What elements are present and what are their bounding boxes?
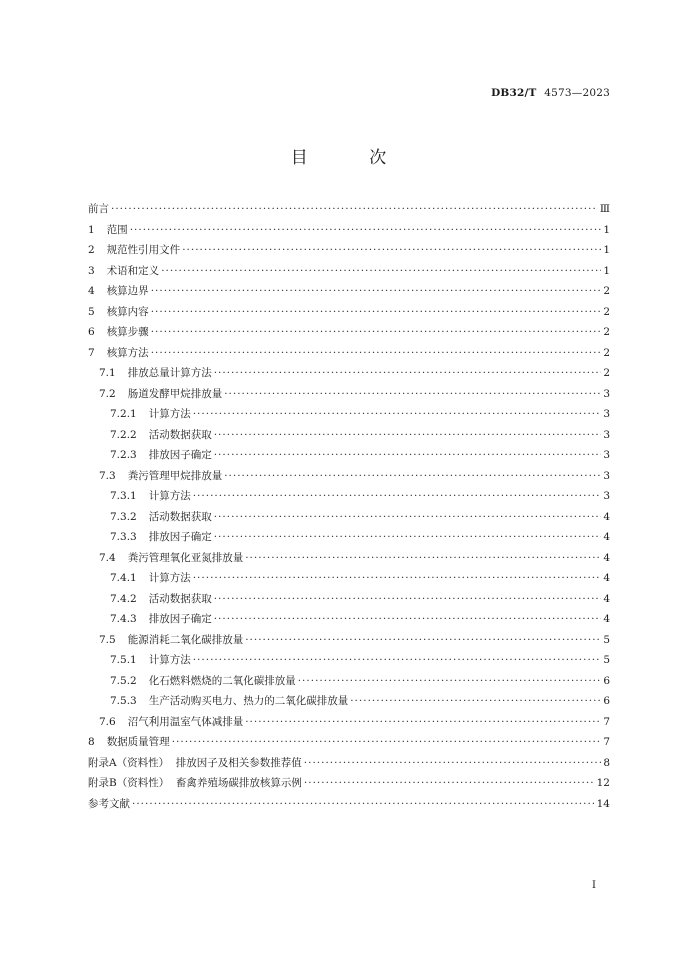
toc-entry[interactable]: [88, 507, 610, 528]
toc-entry-label: 肠道发酵甲烷排放量: [127, 387, 223, 400]
toc-entry[interactable]: [88, 466, 610, 487]
toc-entry-number: 附录B: [88, 777, 117, 789]
toc-entry-page: 3: [603, 490, 610, 502]
toc-entry[interactable]: [88, 322, 610, 343]
toc-entry-label: 数据质量管理: [106, 736, 170, 748]
toc-leader-dots: [245, 548, 601, 569]
toc-entry-label: 粪污管理氧化亚氮排放量: [127, 551, 244, 564]
toc-entry-number: 7.2.2: [110, 428, 137, 441]
toc-entry[interactable]: [88, 363, 610, 384]
toc-entry-number: 7.5: [99, 633, 116, 646]
toc-entry-label: 计算方法: [148, 408, 191, 420]
toc-entry-page: 14: [596, 797, 610, 810]
toc-entry-label: 范围: [106, 223, 128, 236]
toc-entry[interactable]: [88, 753, 610, 774]
toc-leader-dots: [214, 589, 602, 610]
toc-entry-page: Ⅲ: [599, 203, 610, 215]
toc-entry-label: 核算内容: [106, 305, 149, 318]
toc-entry-page: 6: [603, 695, 610, 707]
toc-entry[interactable]: [88, 240, 610, 261]
toc-leader-dots: [172, 732, 602, 753]
toc-entry[interactable]: [88, 609, 610, 630]
toc-entry[interactable]: [88, 199, 610, 220]
standard-number: 4573—2023: [544, 87, 610, 99]
toc-entry-page: 6: [603, 674, 610, 687]
toc-entry-number: 7.4: [99, 551, 116, 564]
toc-entry-label: 粪污管理甲烷排放量: [127, 469, 223, 482]
toc-entry-number: 7.6: [99, 715, 116, 728]
toc-entry-number: 7.4.3: [110, 613, 137, 625]
toc-entry-number: 7: [88, 346, 95, 359]
toc-entry[interactable]: [88, 527, 610, 548]
toc-entry-label: 排放总量计算方法: [127, 367, 212, 379]
toc-entry-number: 7.3: [99, 469, 116, 482]
toc-entry-page: 1: [603, 244, 610, 256]
toc-entry-page: 4: [603, 551, 610, 564]
toc-leader-dots: [132, 794, 595, 815]
toc-leader-dots: [245, 630, 601, 651]
toc-entry-label: 计算方法: [148, 572, 191, 584]
toc-entry-label: 沼气利用温室气体减排量: [127, 715, 244, 728]
toc-leader-dots: [161, 261, 601, 282]
toc-leader-dots: [130, 220, 602, 241]
toc-leader-dots: [304, 773, 595, 794]
toc-entry[interactable]: [88, 445, 610, 466]
toc-leader-dots: [151, 322, 602, 343]
toc-leader-dots: [193, 650, 602, 671]
toc-entry[interactable]: [88, 589, 610, 610]
toc-entry[interactable]: [88, 630, 610, 651]
toc-entry-page: 3: [603, 449, 610, 461]
toc-entry-page: 4: [603, 592, 610, 605]
toc-entry-page: 2: [603, 346, 610, 359]
toc-entry-label: 生产活动购买电力、热力的二氧化碳排放量: [148, 695, 349, 707]
toc-entry-label: 规范性引用文件: [106, 244, 181, 256]
toc-entry-number: 7.3.1: [110, 490, 137, 502]
toc-entry[interactable]: [88, 794, 610, 815]
toc-leader-dots: [151, 343, 602, 364]
toc-leader-dots: [214, 445, 602, 466]
toc-leader-dots: [224, 384, 601, 405]
toc-entry[interactable]: [88, 384, 610, 405]
toc-entry[interactable]: [88, 691, 610, 712]
toc-entry-number: 5: [88, 305, 95, 318]
toc-entry-number: 7.2: [99, 387, 116, 400]
toc-entry-number: 8: [88, 736, 95, 748]
toc-entry-number: 7.4.2: [110, 592, 137, 605]
toc-entry-number: 7.4.1: [110, 572, 137, 584]
toc-entry[interactable]: [88, 650, 610, 671]
toc-leader-dots: [214, 425, 602, 446]
toc-entry-page: 7: [603, 736, 610, 748]
toc-entry-page: 3: [603, 387, 610, 400]
toc-entry[interactable]: [88, 773, 610, 794]
toc-entry-page: 4: [603, 510, 610, 523]
toc-entry[interactable]: [88, 302, 610, 323]
toc-entry-number: 1: [88, 223, 95, 236]
toc-entry-label: 核算步骤: [106, 326, 149, 338]
toc-entry[interactable]: [88, 568, 610, 589]
toc-entry-label: 计算方法: [148, 490, 191, 502]
toc-entry[interactable]: [88, 486, 610, 507]
toc-entry-label: 排放因子确定: [148, 531, 212, 543]
toc-leader-dots: [224, 466, 601, 487]
toc-entry-page: 2: [603, 367, 610, 379]
toc-entry[interactable]: [88, 404, 610, 425]
toc-entry[interactable]: [88, 732, 610, 753]
toc-leader-dots: [245, 712, 601, 733]
standard-prefix: DB32/T: [491, 87, 537, 99]
toc-entry-page: 3: [603, 408, 610, 420]
toc-entry-label: 参考文献: [88, 797, 130, 810]
toc-entry-label: 活动数据获取: [148, 592, 212, 605]
toc-entry-number: 7.3.3: [110, 531, 137, 543]
toc-leader-dots: [214, 507, 602, 528]
toc-entry[interactable]: [88, 261, 610, 282]
toc-entry[interactable]: [88, 281, 610, 302]
toc-entry-number: 7.1: [99, 367, 116, 379]
toc-leader-dots: [214, 609, 602, 630]
toc-entry-label: 核算方法: [106, 346, 149, 359]
toc-entry[interactable]: [88, 425, 610, 446]
toc-leader-dots: [304, 753, 602, 774]
toc-entry-number: 4: [88, 285, 95, 297]
toc-leader-dots: [193, 568, 602, 589]
toc-leader-dots: [350, 691, 601, 712]
toc-leader-dots: [298, 671, 602, 692]
toc-leader-dots: [193, 486, 602, 507]
toc-entry-number: 3: [88, 264, 95, 277]
toc-entry[interactable]: [88, 343, 610, 364]
toc-entry-number: 7.2.3: [110, 449, 137, 461]
toc-entry-page: 4: [603, 572, 610, 584]
toc-entry-page: 7: [603, 715, 610, 728]
toc-entry-page: 1: [603, 264, 610, 277]
toc-entry-page: 2: [603, 285, 610, 297]
toc-entry-number: 6: [88, 326, 95, 338]
toc-entry-page: 5: [603, 633, 610, 646]
toc-entry-label: 排放因子确定: [148, 449, 212, 461]
toc-entry-label: 前言: [88, 203, 109, 215]
toc-entry-label: 活动数据获取: [148, 428, 212, 441]
toc-entry-page: 4: [603, 613, 610, 625]
toc-entry-number: 7.2.1: [110, 408, 137, 420]
toc-entry-label: 计算方法: [148, 654, 191, 666]
toc-leader-dots: [214, 363, 602, 384]
toc-entry-label: 能源消耗二氧化碳排放量: [127, 633, 244, 646]
toc-entry-page: 2: [603, 305, 610, 318]
toc-entry-number: 附录A: [88, 756, 117, 769]
page-title: 目 次: [290, 148, 415, 168]
toc-entry-number: 7.5.2: [110, 674, 137, 687]
toc-leader-dots: [193, 404, 602, 425]
toc-entry-number: 2: [88, 244, 95, 256]
toc-entry-number: 7.5.1: [110, 654, 137, 666]
toc-entry-page: 2: [603, 326, 610, 338]
toc-entry-number: 7.5.3: [110, 695, 137, 707]
toc-entry-page: 1: [603, 223, 610, 236]
standard-code: [491, 87, 610, 99]
toc-entry[interactable]: [88, 548, 610, 569]
toc-entry[interactable]: [88, 220, 610, 241]
toc-entry-label: 活动数据获取: [148, 510, 212, 523]
toc-entry-label: 核算边界: [106, 285, 149, 297]
toc-entry-number: 7.3.2: [110, 510, 137, 523]
page-number: I: [592, 880, 596, 891]
toc-entry[interactable]: [88, 712, 610, 733]
toc-entry-label: （资料性） 排放因子及相关参数推荐值: [116, 756, 302, 769]
toc-entry-label: （资料性） 畜禽养殖场碳排放核算示例: [116, 777, 302, 789]
toc-entry-page: 5: [603, 654, 610, 666]
toc-entry-label: 排放因子确定: [148, 613, 212, 625]
toc-entry-page: 3: [603, 428, 610, 441]
toc-entry-label: 术语和定义: [106, 264, 160, 277]
toc-leader-dots: [151, 302, 602, 323]
toc-entry-page: 4: [603, 531, 610, 543]
toc-leader-dots: [182, 240, 601, 261]
toc-entry-page: 12: [596, 777, 610, 789]
toc-leader-dots: [214, 527, 602, 548]
toc-entry-label: 化石燃料燃烧的二氧化碳排放量: [148, 674, 296, 687]
toc-leader-dots: [111, 199, 598, 220]
toc-entry-page: 8: [603, 756, 610, 769]
toc-entry[interactable]: [88, 671, 610, 692]
toc-entry-page: 3: [603, 469, 610, 482]
table-of-contents: [88, 199, 610, 814]
toc-leader-dots: [151, 281, 602, 302]
